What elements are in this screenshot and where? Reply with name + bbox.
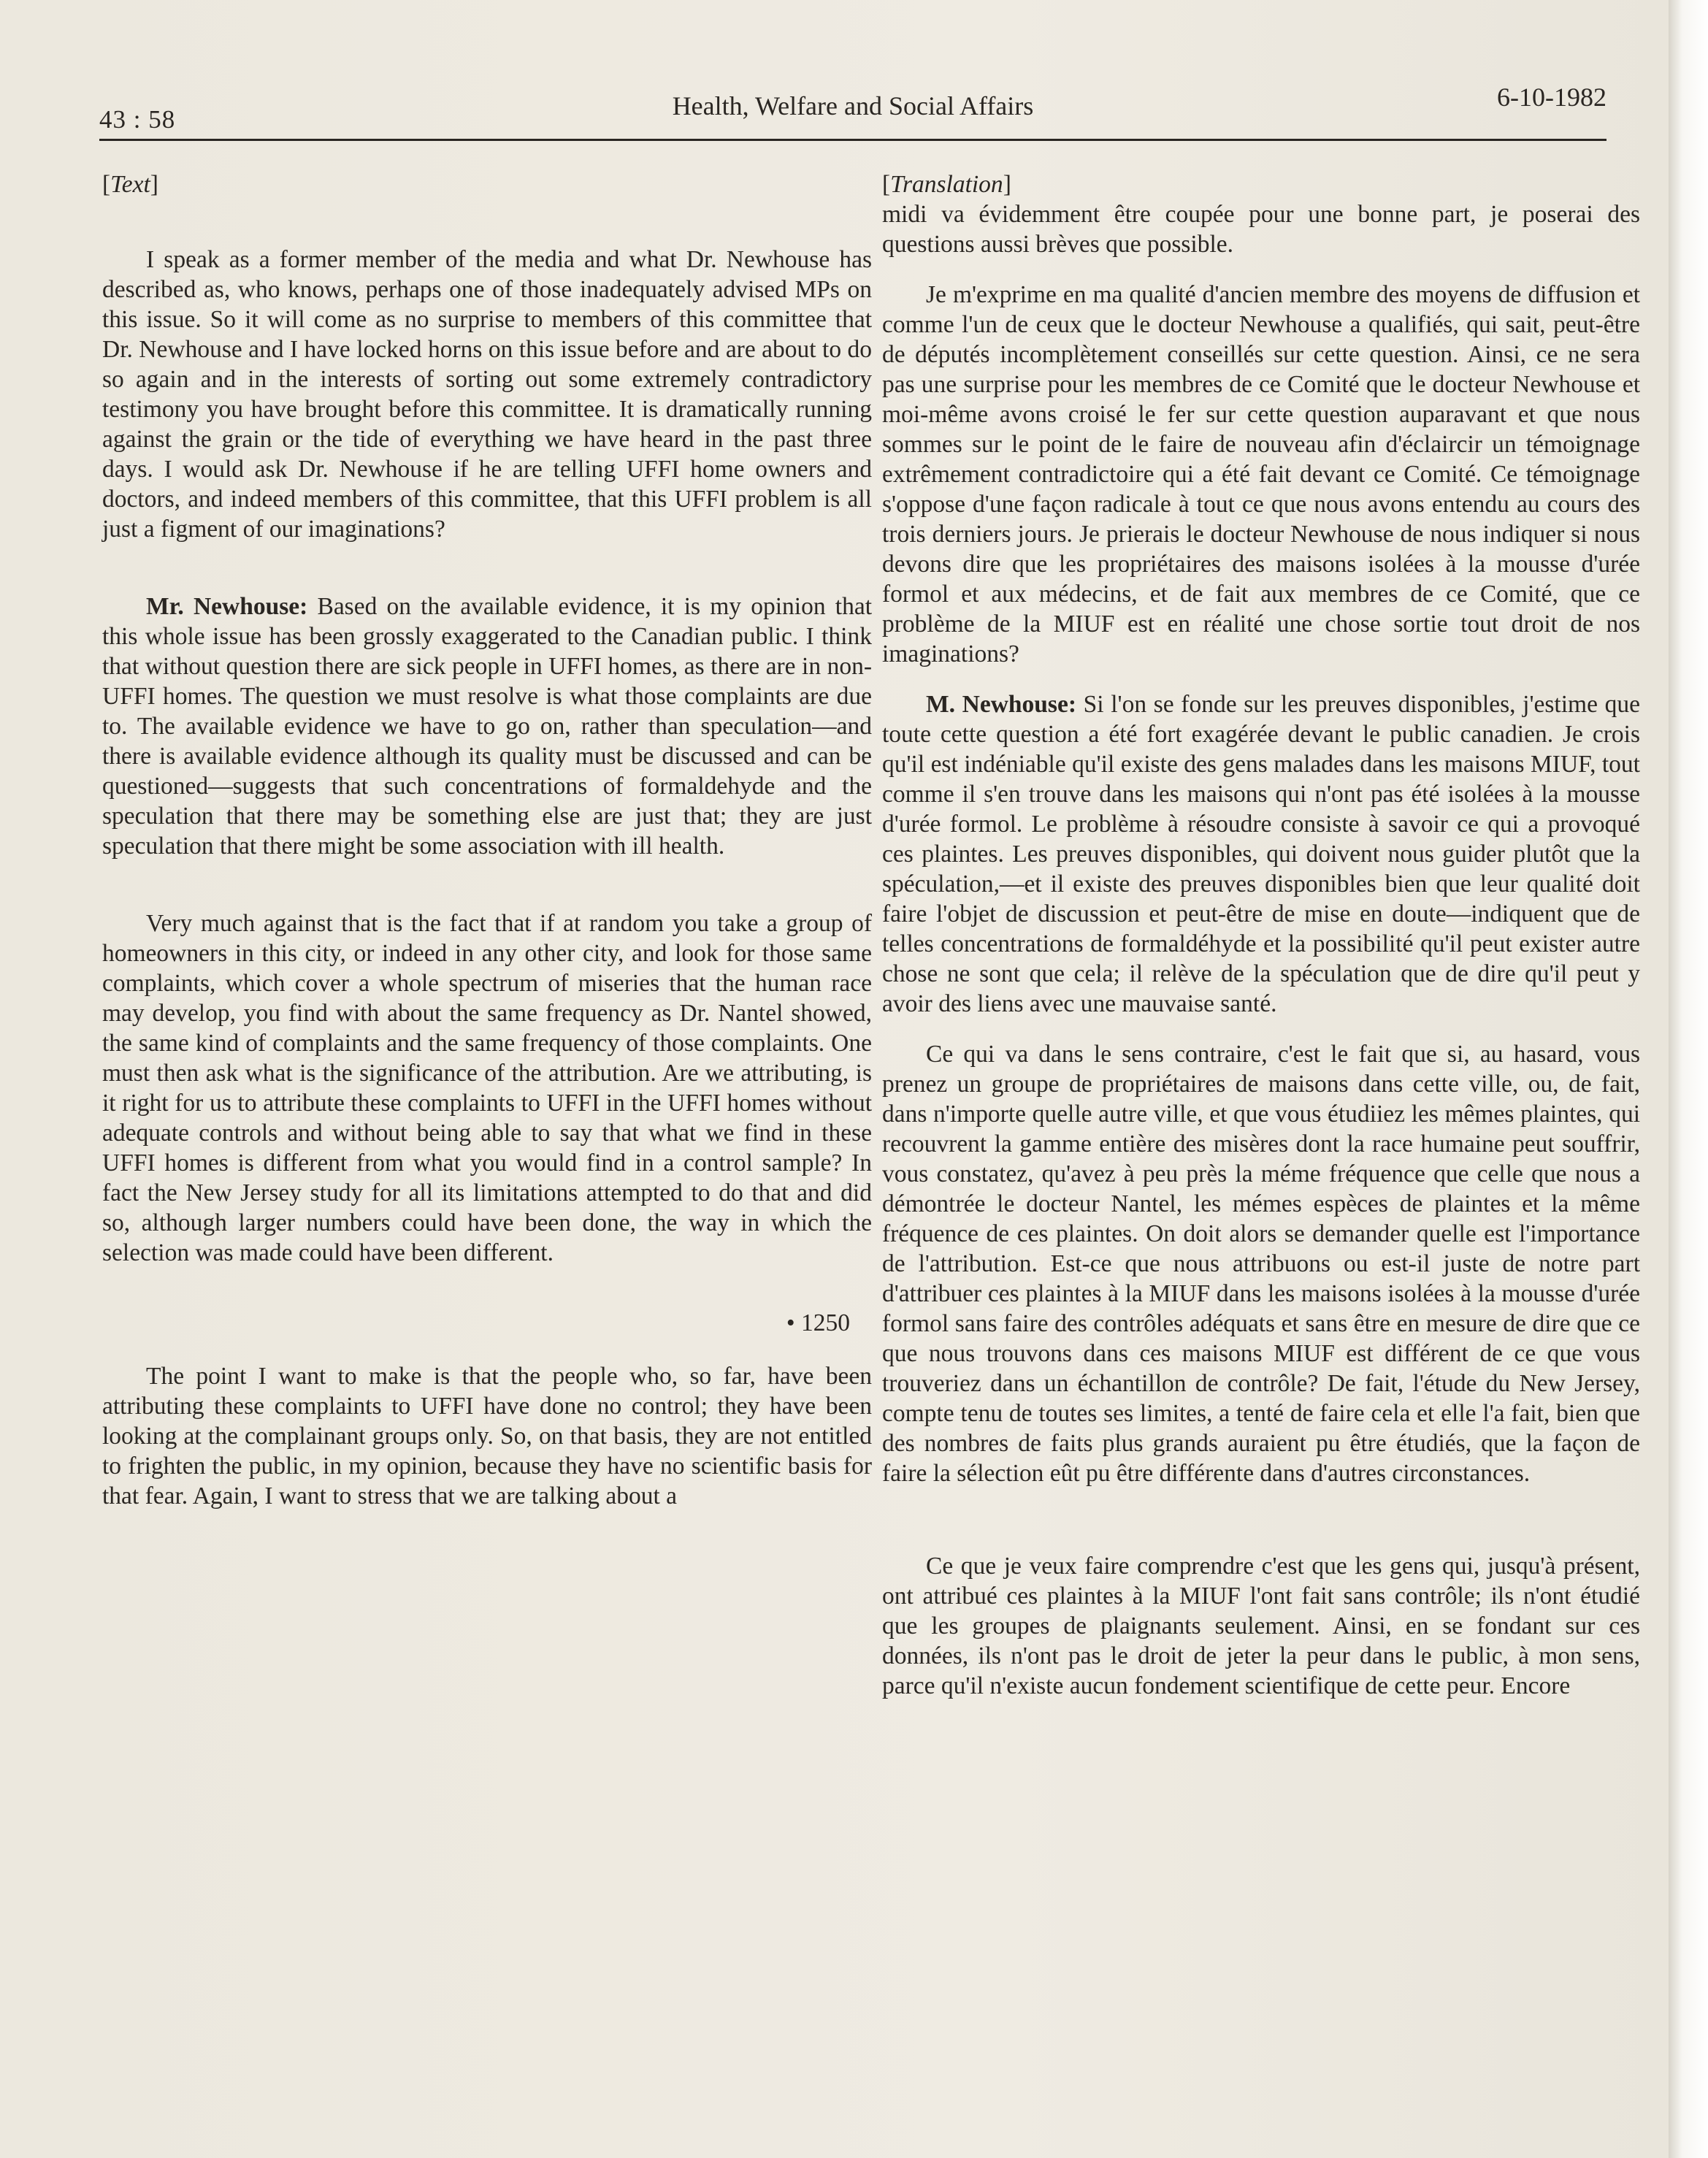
running-header (99, 82, 1606, 140)
speaker-name-fr: M. Newhouse: (926, 691, 1076, 718)
paragraph-point-fr: Ce que je veux faire comprendre c'est que les gens qui, jusqu'à présent, ont attribué ces plaintes à la MIUF l'ont fait sans contrôle; ils n'ont étudié que les groupes de plaignants seulement. Ainsi, en se fondant sur ces données, ils n'ont pas le droit de jeter la peur dans le public, à mon sens, parce qu'il n'existe aucun fondement scientifique de cette peur. Encore (882, 1553, 1640, 1699)
paragraph-control-sample: Very much against that is the fact that if at random you take a group of homeowners in this city, or indeed in any other city, and look for those same complaints, which cover a whole spectrum of miseries that the human race may develop, you find with about the same frequency as Dr. Nantel showed, the same kind of complaints and the same frequency of those complaints. One must then ask what is the significance of the attribution. Are we attributing, is it right for us to attribute these complaints to UFFI in the UFFI homes without adequate controls and without being able to say that what we find in these UFFI homes is different from what you would find in a control sample? In fact the New Jersey study for all its limitations attempted to do that and did so, although larger numbers could have been done, the way in which the selection was made could have been different. (102, 910, 872, 1266)
column-label-translation-word: Translation (890, 171, 1003, 198)
page-number: 43 : 58 (99, 105, 176, 134)
book-spine (1669, 0, 1708, 2158)
session-date: 6-10-1982 (1497, 83, 1606, 112)
time-marker: • 1250 (786, 1309, 850, 1336)
column-label-text-word: Text (110, 171, 150, 198)
column-label-translation: [Translation] (882, 171, 1011, 198)
paragraph-control-sample-fr: Ce qui va dans le sens contraire, c'est le fait que si, au hasard, vous prenez un groupe de propriétaires de maisons dans cette ville, ou, de fait, dans n'importe quelle autre ville, et que vous étudiiez les mêmes plaintes, qui recouvrent la gamme entière des misères dont la race humaine peut souffrir, vous constatez, qu'avez à peu près la méme fréquence que celle que nous a démontrée le docteur Nantel, les mémes espèces de plaintes et la même fréquence de ces plaintes. On doit alors se demander quelle est l'importance de l'attribution. Est-ce que nous attribuons ou est-il juste de notre part d'attribuer ces plaintes à la MIUF dans les maisons isolées à la mousse d'urée formol sans faire des contrôles adéquats et sans être en mesure de dire que ce que nous trouvons dans ces maisons MIUF est différent de ce que vous trouveriez dans un échantillon de contrôle? De fait, l'étude du New Jersey, compte tenu de toutes ses limites, a tenté de faire cela et elle l'a fait, bien que des nombres de faits plus grands auraient pu être étudiés, que la façon de faire la sélection eût pu être différente dans d'autres circonstances. (882, 1041, 1640, 1487)
paragraph-question: I speak as a former member of the media and what Dr. Newhouse has described as, who knows, perhaps one of those inadequately advised MPs on this issue. So it will come as no surprise to members of this committee that Dr. Newhouse and I have locked horns on this issue before and are about to do so again and in the interests of sorting out some extremely contradictory testimony you have brought before this committee. It is dramatically running against the grain or the tide of everything we have heard in the past three days. I would ask Dr. Newhouse if he are telling UFFI home owners and doctors, and indeed members of this committee, that this UFFI problem is all just a figment of our imaginations? (102, 246, 872, 543)
answer-text: Based on the available evidence, it is my opinion that this whole issue has been grossly exaggerated to the Canadian public. I think that without question there are sick people in UFFI homes, as there are in non-UFFI homes. The question we must resolve is what those complaints are due to. The available evidence we have to go on, rather than speculation—and there is available evidence although its quality must be discussed and can be questioned—suggests that such concentrations of formaldehyde and the speculation that there may be something else are just that; they are just speculation that there might be some association with ill health. (102, 593, 872, 860)
paragraph-point: The point I want to make is that the people who, so far, have been attributing these complaints to UFFI have done no control; they have been looking at the complainant groups only. So, on that basis, they are not entitled to frighten the public, in my opinion, because they have no scientific basis for that fear. Again, I want to stress that we are talking about a (102, 1363, 872, 1510)
running-title: Health, Welfare and Social Affairs (672, 91, 1034, 120)
english-column (102, 169, 872, 1511)
header-rule (99, 139, 1606, 141)
french-column (882, 169, 1640, 1701)
speaker-name: Mr. Newhouse: (146, 593, 308, 620)
paragraph-question-fr: Je m'exprime en ma qualité d'ancien membre des moyens de diffusion et comme l'un de ceux que le docteur Newhouse a qualifiés, qui sait, peut-être de députés incomplètement conseillés sur cette question. Ainsi, ce ne sera pas une surprise pour les membres de ce Comité que le docteur Newhouse et moi-même avons croisé le fer sur cette question auparavant et que nous sommes sur le point de le faire de nouveau afin d'éclaircir un témoignage extrêmement contradictoire qui a été fait devant ce Comité. Ce témoignage s'oppose d'une façon radicale à tout ce que nous avons entendu au cours des trois derniers jours. Je prierais le docteur Newhouse de nous indiquer si nous devons dire que les propriétaires des maisons isolées à la mousse d'urée formol et aux médecins, et de fait aux membres de ce Comité, que ce problème de la MIUF est en réalité une chose sortie tout droit de nos imaginations? (882, 281, 1640, 667)
answer-text-fr: Si l'on se fonde sur les preuves disponibles, j'estime que toute cette question a été fort exagérée devant le public canadien. Je crois qu'il est indéniable qu'il existe des gens malades dans les maisons MIUF, tout comme il s'en trouve dans les maisons qui n'ont pas été isolées à la mousse d'urée formol. Le problème à résoudre consiste à savoir ce qui a provoqué ces plaintes. Les preuves disponibles, qui doivent nous guider plutôt que la spéculation,—et il existe des preuves disponibles bien que leur qualité doit faire l'objet de discussion et peut-être de mise en doute—indiquent que de telles concentrations de formaldéhyde et la possibilité qu'il peut exister autre chose ne sont que cela; il relève de la spéculation que de dire qu'il peut y avoir des liens avec une mauvaise santé. (882, 691, 1640, 1017)
paragraph-answer-fr (882, 689, 1640, 1019)
column-label-text: [Text] (102, 171, 158, 198)
paragraph-continuation: midi va évidemment être coupée pour une bonne part, je poserai des questions aussi brèves que possible. (882, 201, 1640, 258)
paragraph-answer (102, 592, 872, 861)
